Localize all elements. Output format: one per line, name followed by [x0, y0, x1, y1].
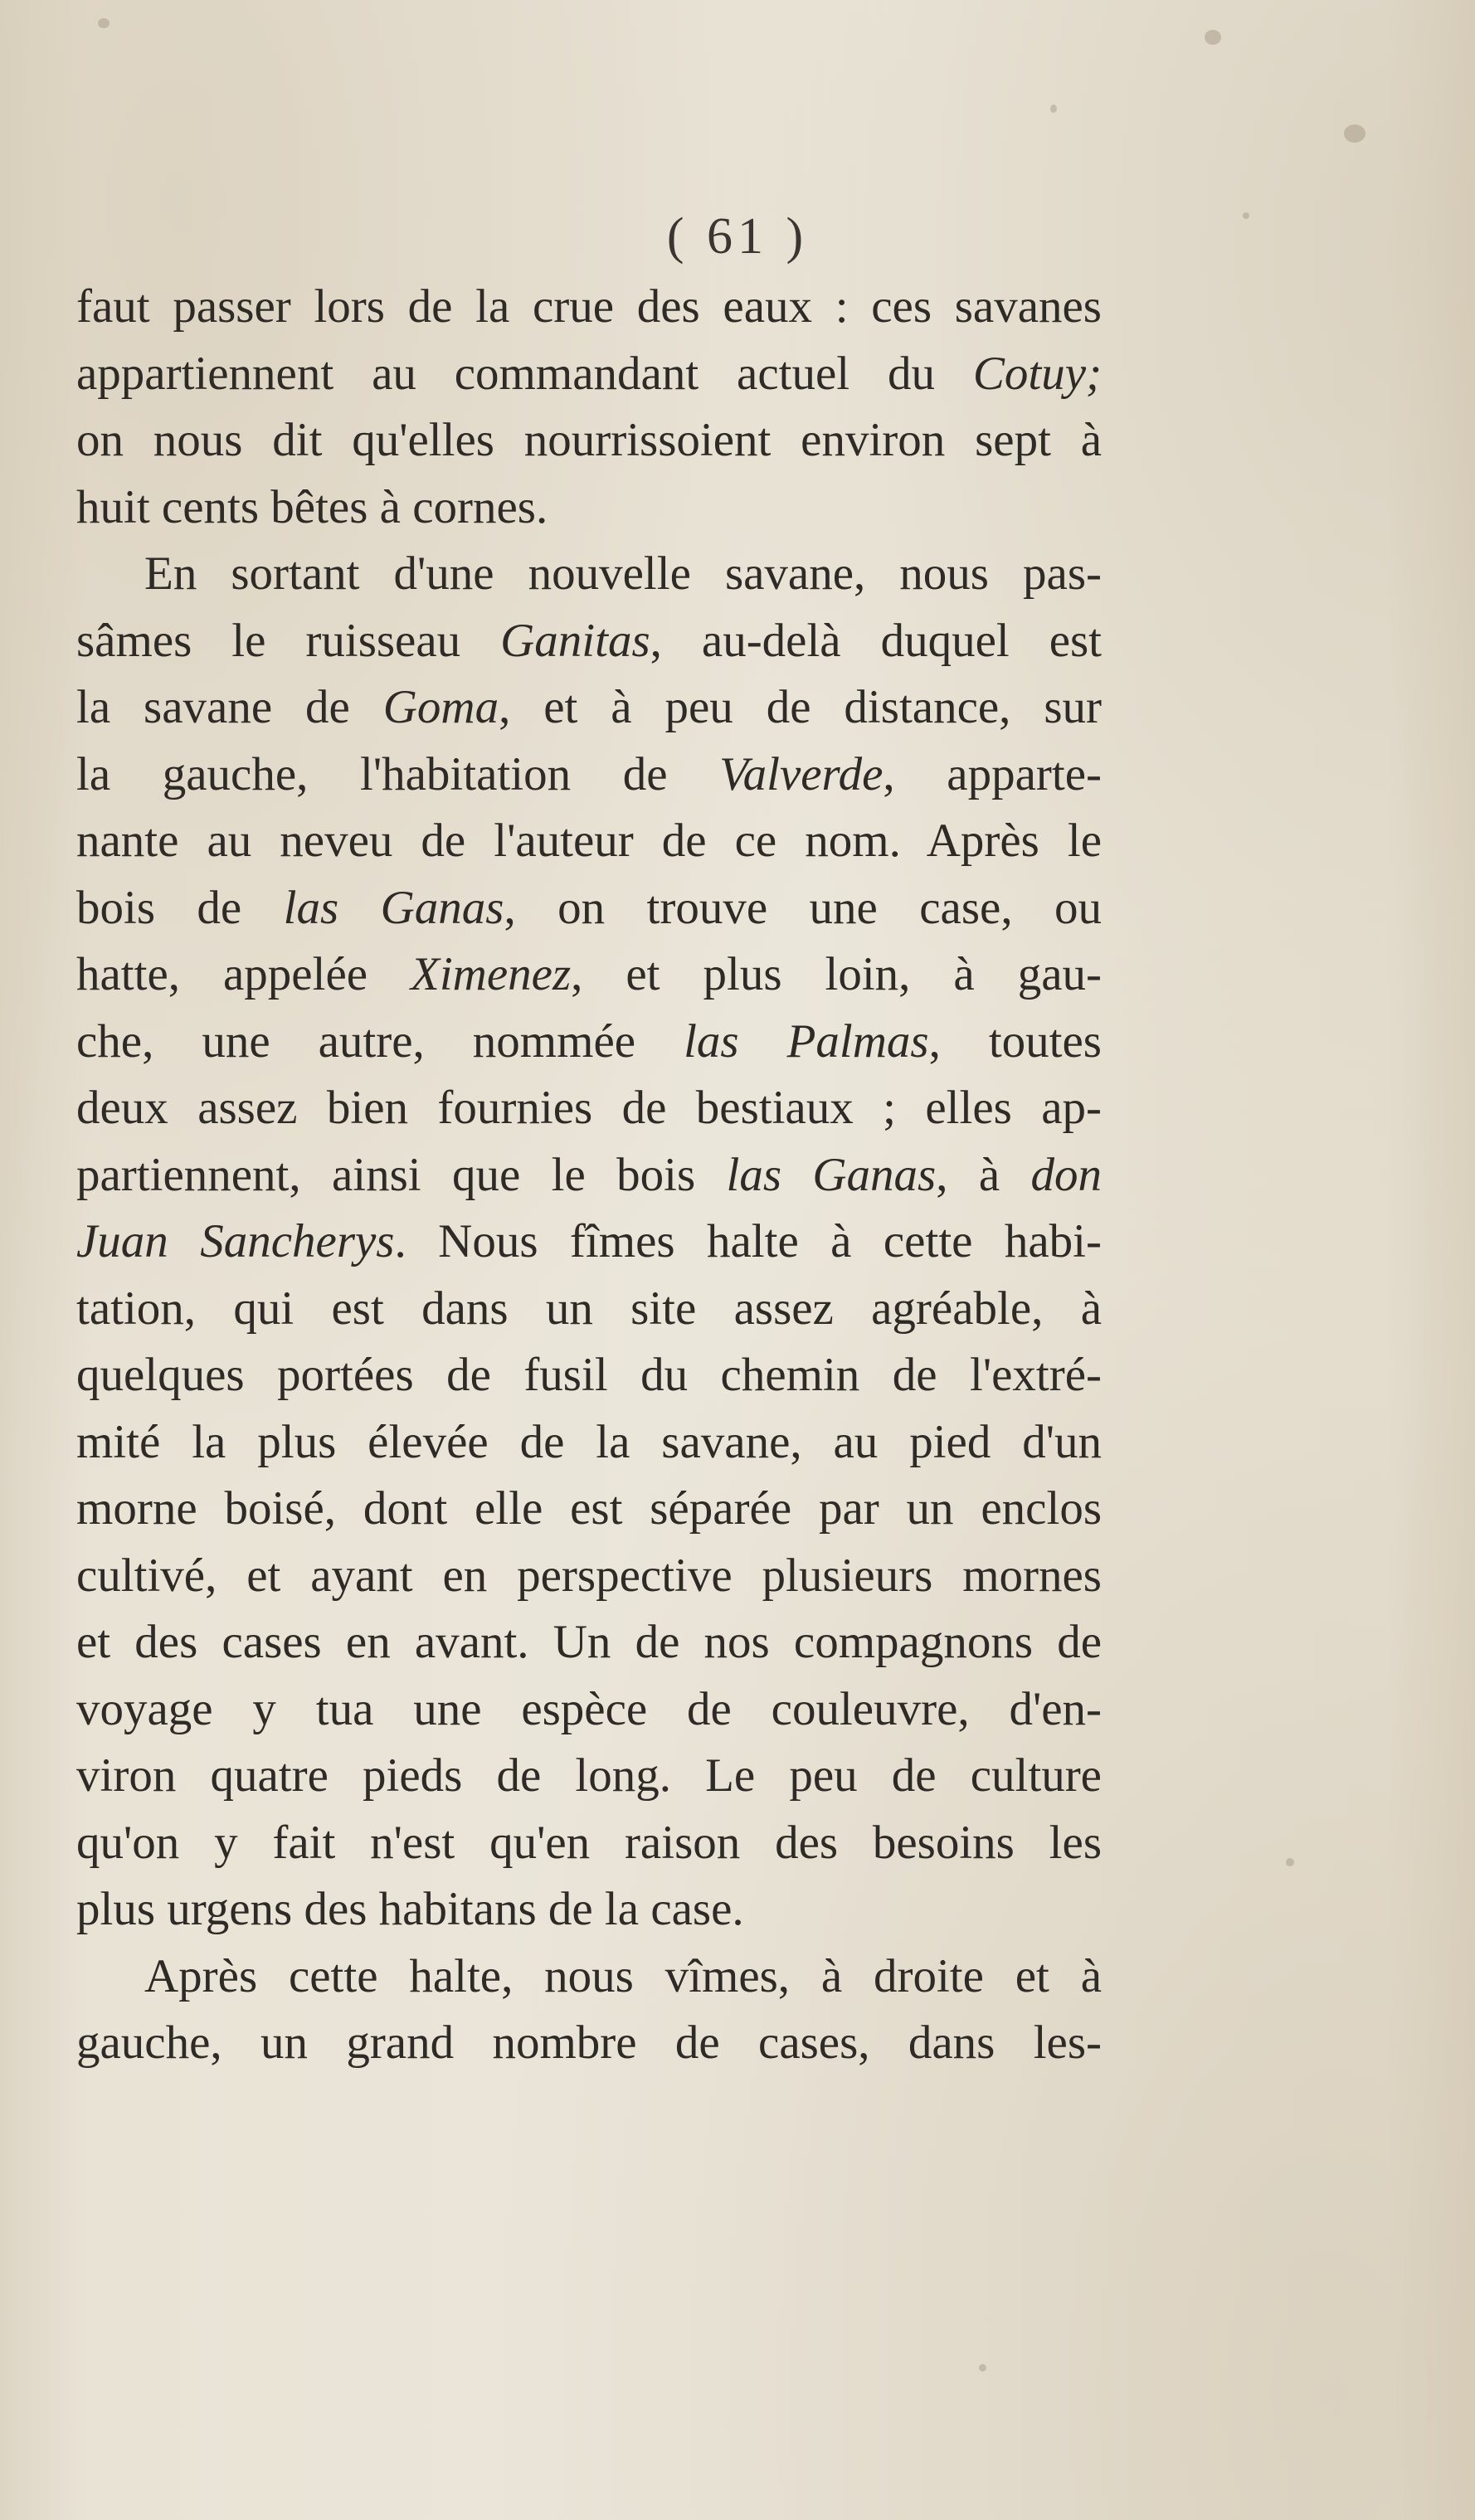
text-line [76, 274, 1102, 341]
text-line [76, 407, 1102, 474]
italic-text: Ganitas [500, 614, 650, 667]
text-line [76, 1409, 1102, 1476]
text-segment: , à [936, 1148, 1031, 1201]
text-line [76, 1009, 1102, 1076]
italic-text: las Ganas [726, 1148, 937, 1201]
text-line [76, 341, 1102, 408]
text-segment: huit cents bêtes à cornes. [76, 480, 548, 533]
text-segment: cultivé, et ayant en perspective plusieurs mornes [76, 1549, 1102, 1602]
text-line [76, 1676, 1102, 1744]
text-segment: plus urgens des habitans de la case. [76, 1883, 744, 1935]
text-segment: mité la plus élevée de la savane, au pied d'un [76, 1415, 1102, 1468]
text-segment: la gauche, l'habitation de [76, 747, 720, 800]
text-segment: En sortant d'une nouvelle savane, nous pas- [144, 547, 1102, 600]
text-segment: partiennent, ainsi que le bois [76, 1148, 727, 1201]
text-segment: faut passer lors de la crue des eaux : ces savanes [76, 280, 1102, 333]
text-segment: morne boisé, dont elle est séparée par un enclos [76, 1482, 1102, 1535]
text-line [76, 941, 1102, 1009]
text-line [76, 1075, 1102, 1142]
text-segment: hatte, appelée [76, 948, 411, 1000]
text-line [76, 742, 1102, 809]
italic-text: las Palmas [684, 1014, 929, 1068]
paper-stain [1344, 124, 1365, 143]
text-segment: , au-delà duquel est [650, 614, 1103, 667]
text-line [76, 608, 1102, 675]
text-segment: bois de [76, 881, 284, 934]
text-segment: , apparte- [883, 747, 1102, 800]
text-line [76, 808, 1102, 875]
italic-text: Valverde [719, 747, 884, 800]
text-segment: deux assez bien fournies de bestiaux ; elles ap- [76, 1082, 1102, 1134]
text-line [76, 1543, 1102, 1610]
text-line [76, 1142, 1102, 1209]
text-segment: , on trouve une case, ou [504, 881, 1102, 934]
text-line [76, 1944, 1102, 2011]
text-line [76, 875, 1102, 942]
italic-text: Ximenez [411, 948, 572, 1000]
text-segment: gauche, un grand nombre de cases, dans les- [76, 2016, 1102, 2069]
text-line [76, 541, 1102, 608]
italic-text: don [1030, 1148, 1102, 1201]
text-segment: , et plus loin, à gau- [571, 948, 1102, 1000]
italic-text: las Ganas [283, 881, 504, 934]
italic-text: Juan Sancherys [76, 1215, 395, 1267]
text-segment: , et à peu de distance, sur [499, 681, 1102, 733]
paper-stain [1286, 1858, 1294, 1866]
text-segment: Après cette halte, nous vîmes, à droite et à [144, 1949, 1102, 2002]
body-text [76, 274, 1102, 2077]
text-segment: appartiennent au commandant actuel du [76, 347, 973, 400]
text-line [76, 1276, 1102, 1343]
text-segment: sâmes le ruisseau [76, 614, 501, 667]
page-number: ( 61 ) [666, 208, 809, 265]
text-segment: quelques portées de fusil du chemin de l'extré- [76, 1349, 1102, 1401]
text-segment: viron quatre pieds de long. Le peu de culture [76, 1749, 1102, 1802]
text-segment: qu'on y fait n'est qu'en raison des besoins les [76, 1816, 1102, 1869]
text-segment: . Nous fîmes halte à cette habi- [394, 1215, 1102, 1267]
paper-stain [979, 2364, 986, 2372]
text-segment: tation, qui est dans un site assez agréable, à [76, 1282, 1102, 1335]
text-line [76, 1342, 1102, 1409]
text-segment: che, une autre, nommée [76, 1014, 684, 1068]
text-line [76, 1609, 1102, 1676]
text-line [76, 1743, 1102, 1810]
text-line [76, 1810, 1102, 1877]
paper-stain [1205, 30, 1221, 45]
text-line [76, 1476, 1102, 1543]
text-segment: , toutes [928, 1014, 1102, 1068]
text-line [76, 1209, 1102, 1276]
text-segment: et des cases en avant. Un de nos compagnons de [76, 1616, 1102, 1668]
text-segment: voyage y tua une espèce de couleuvre, d'en- [76, 1682, 1102, 1735]
text-segment: la savane de [76, 681, 383, 733]
paper-stain [1050, 105, 1057, 113]
text-line [76, 474, 1102, 542]
italic-text: Cotuy; [972, 347, 1102, 400]
text-line [76, 2010, 1102, 2077]
text-segment: on nous dit qu'elles nourrissoient environ sept à [76, 414, 1102, 466]
paper-stain [98, 18, 110, 28]
italic-text: Goma [382, 681, 499, 733]
text-segment: nante au neveu de l'auteur de ce nom. Après le [76, 815, 1102, 867]
text-line [76, 1876, 1102, 1944]
text-line [76, 674, 1102, 742]
